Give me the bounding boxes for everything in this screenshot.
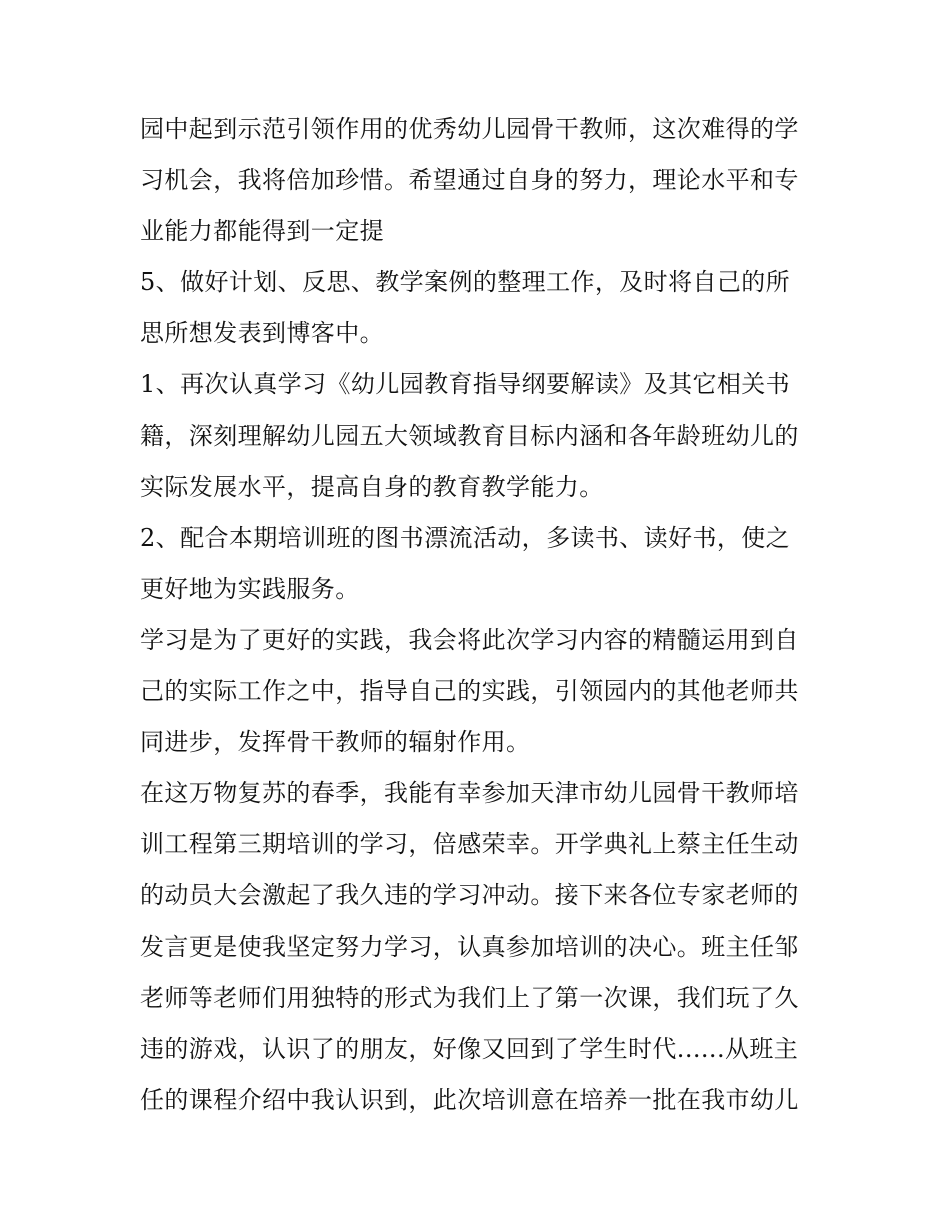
text-line: 园中起到示范引领作用的优秀幼儿园骨干教师，这次难得的学 <box>140 115 799 143</box>
text-line: 违的游戏，认识了的朋友，好像又回到了学生时代......从班主 <box>140 1034 799 1063</box>
text-line: 学习是为了更好的实践，我会将此次学习内容的精髓运用到自 <box>140 625 799 654</box>
text-line: 任的课程介绍中我认识到，此次培训意在培养一批在我市幼儿 <box>140 1085 799 1114</box>
text-line: 训工程第三期培训的学习，倍感荣幸。开学典礼上蔡主任生动 <box>140 830 799 859</box>
text-line: 业能力都能得到一定提 <box>140 217 384 246</box>
text-line: 发言更是使我坚定努力学习，认真参加培训的决心。班主任邹 <box>140 932 799 961</box>
text-line: 己的实际工作之中，指导自己的实践，引领园内的其他老师共 <box>140 677 799 706</box>
text-line: 在这万物复苏的春季，我能有幸参加天津市幼儿园骨干教师培 <box>140 779 799 808</box>
document-body <box>140 104 820 1126</box>
text-line: 的动员大会激起了我久违的学习冲动。接下来各位专家老师的 <box>140 881 799 910</box>
text-line: 2、配合本期培训班的图书漂流活动，多读书、读好书，使之 <box>140 523 791 552</box>
text-line: 更好地为实践服务。 <box>140 574 360 603</box>
text-line: 老师等老师们用独特的形式为我们上了第一次课，我们玩了久 <box>140 983 799 1012</box>
text-line: 5、做好计划、反思、教学案例的整理工作，及时将自己的所 <box>140 268 791 297</box>
text-line: 籍，深刻理解幼儿园五大领域教育目标内涵和各年龄班幼儿的 <box>140 421 799 450</box>
text-line: 同进步，发挥骨干教师的辐射作用。 <box>140 728 531 757</box>
text-line: 思所想发表到博客中。 <box>140 319 384 348</box>
text-line: 实际发展水平，提高自身的教育教学能力。 <box>140 472 604 501</box>
text-line: 1、再次认真学习《幼儿园教育指导纲要解读》及其它相关书 <box>140 370 791 399</box>
text-line: 习机会，我将倍加珍惜。希望通过自身的努力，理论水平和专 <box>140 166 799 195</box>
